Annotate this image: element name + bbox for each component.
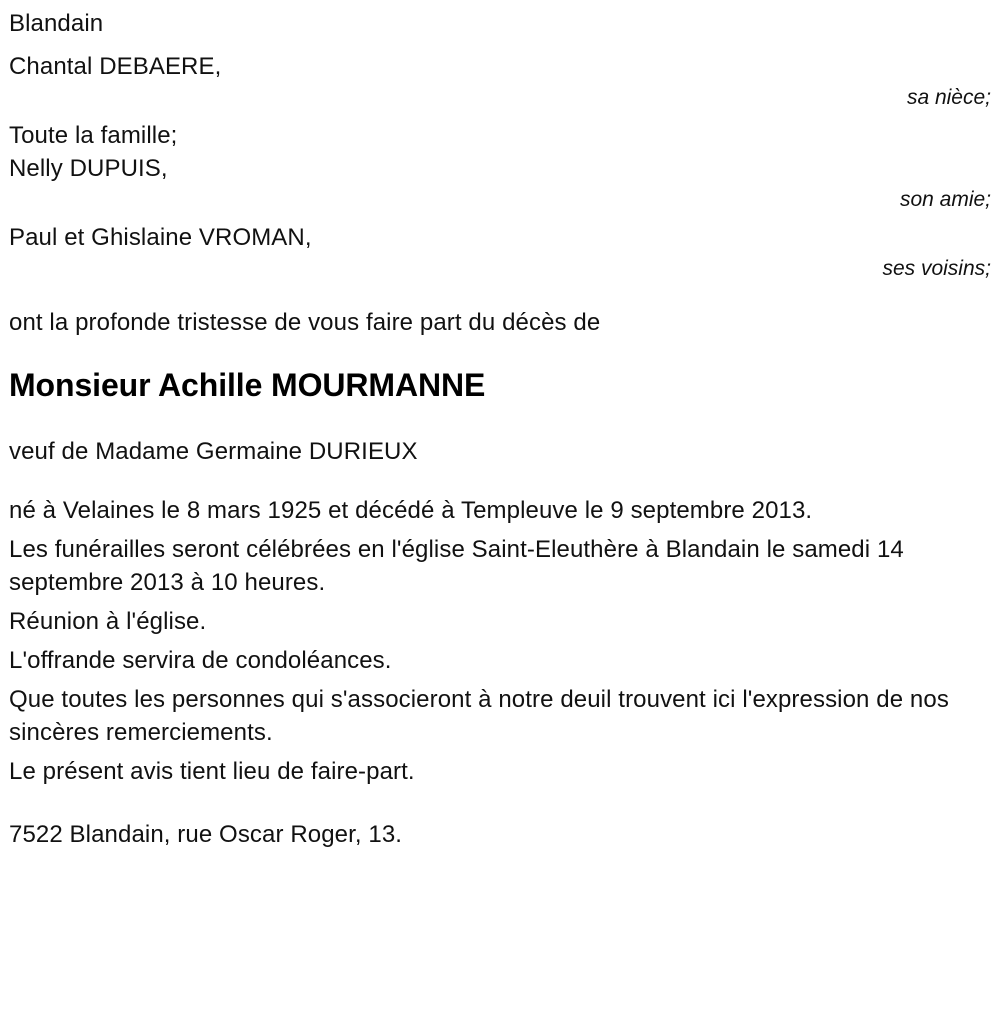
birth-death-line: né à Velaines le 8 mars 1925 et décédé à Templeuve le 9 septembre 2013.	[9, 497, 813, 524]
announcer-name-3: Paul et Ghislaine VROMAN,	[9, 224, 312, 251]
spacer	[9, 468, 991, 494]
address-line: 7522 Blandain, rue Oscar Roger, 13.	[9, 821, 403, 848]
spacer	[9, 284, 991, 306]
deceased-name: Monsieur Achille MOURMANNE	[9, 367, 486, 403]
announcer-relation-3: ses voisins;	[882, 257, 991, 280]
spacer	[9, 788, 991, 818]
announcer-name-2: Nelly DUPUIS,	[9, 155, 168, 182]
gathering-line: Réunion à l'église.	[9, 608, 207, 635]
funeral-details: Les funérailles seront célébrées en l'église Saint-Eleuthère à Blandain le samedi 14 septembre 2013 à 10 heures.	[9, 536, 904, 596]
top-spacer	[9, 0, 991, 7]
announcer-name-0: Chantal DEBAERE,	[9, 53, 222, 80]
locality-line: Blandain	[9, 10, 104, 37]
spacer	[9, 40, 991, 50]
announcement-intro: ont la profonde tristesse de vous faire part du décès de	[9, 309, 601, 336]
announcer-relation-2: son amie;	[899, 188, 991, 211]
thanks-paragraph: Que toutes les personnes qui s'associeront à notre deuil trouvent ici l'expression de nos sincères remerciements.	[9, 686, 949, 746]
notice-statement: Le présent avis tient lieu de faire-part.	[9, 758, 415, 785]
announcer-relation-0: sa nièce;	[906, 86, 991, 109]
marital-status: veuf de Madame Germaine DURIEUX	[9, 438, 418, 465]
spacer	[9, 405, 991, 435]
offering-line: L'offrande servira de condoléances.	[9, 647, 392, 674]
spacer	[9, 339, 991, 365]
announcer-name-1: Toute la famille;	[9, 122, 178, 149]
